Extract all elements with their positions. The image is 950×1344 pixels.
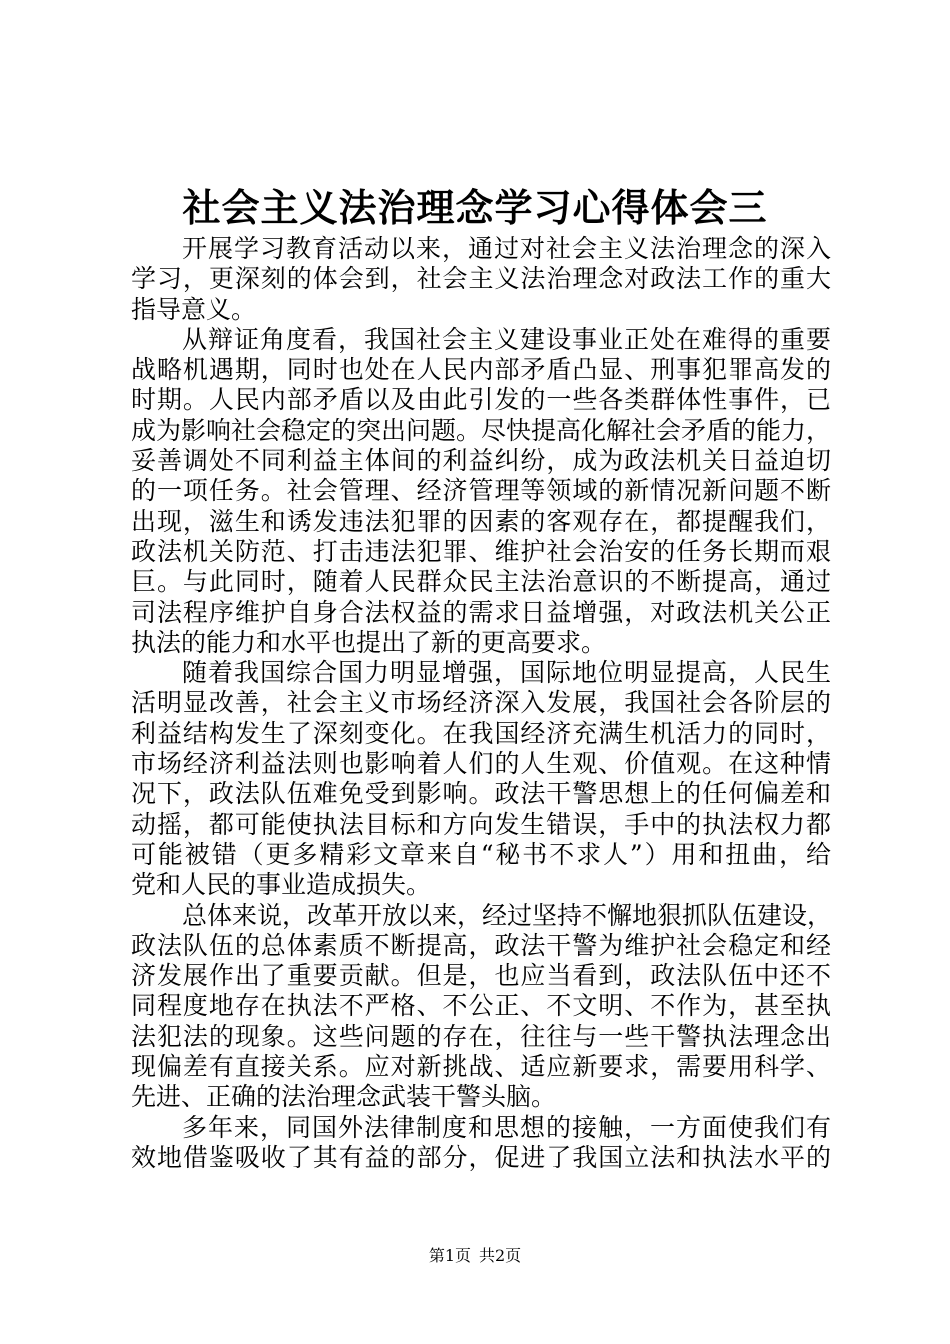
paragraph bbox=[131, 1113, 831, 1174]
text-line: 效地借鉴吸收了其有益的部分，促进了我国立法和执法水平的 bbox=[131, 1142, 831, 1172]
text-line: 可能被错（更多精彩文章来自“秘书不求人”）用和扭曲，给 bbox=[131, 839, 831, 869]
page-number: 第1页 bbox=[428, 1246, 471, 1265]
text-line: 济发展作出了重要贡献。但是，也应当看到，政法队伍中还不 bbox=[131, 961, 831, 991]
text-line: 出现，滋生和诱发违法犯罪的因素的客观存在，都提醒我们， bbox=[131, 506, 831, 536]
text-line: 同程度地存在执法不严格、不公正、不文明、不作为，甚至执 bbox=[131, 991, 831, 1021]
text-line: 战略机遇期，同时也处在人民内部矛盾凸显、刑事犯罪高发的 bbox=[131, 355, 831, 385]
paragraph bbox=[131, 658, 831, 900]
text-line: 市场经济利益法则也影响着人们的人生观、价值观。在这种情 bbox=[131, 749, 831, 779]
text-line: 总体来说，改革开放以来，经过坚持不懈地狠抓队伍建设， bbox=[182, 900, 833, 930]
text-line: 司法程序维护自身合法权益的需求日益增强，对政法机关公正 bbox=[131, 597, 831, 627]
paragraph bbox=[131, 901, 831, 1113]
text-line: 从辩证角度看，我国社会主义建设事业正处在难得的重要 bbox=[182, 324, 831, 354]
text-line: 妥善调处不同利益主体间的利益纠纷，成为政法机关日益迫切 bbox=[131, 446, 831, 476]
text-line: 的一项任务。社会管理、经济管理等领域的新情况新问题不断 bbox=[131, 476, 831, 506]
page-total: 共2页 bbox=[479, 1246, 522, 1265]
text-line: 活明显改善，社会主义市场经济深入发展，我国社会各阶层的 bbox=[131, 688, 831, 718]
page-footer bbox=[0, 1246, 950, 1266]
document-title: 社会主义法治理念学习心得体会三 bbox=[182, 185, 768, 230]
text-line: 现偏差有直接关系。应对新挑战、适应新要求，需要用科学、 bbox=[131, 1052, 831, 1082]
text-line: 先进、正确的法治理念武装干警头脑。 bbox=[131, 1082, 557, 1112]
text-line: 多年来，同国外法律制度和思想的接触，一方面使我们有 bbox=[182, 1112, 831, 1142]
text-line: 成为影响社会稳定的突出问题。尽快提高化解社会矛盾的能力， bbox=[131, 415, 832, 445]
text-line: 学习，更深刻的体会到，社会主义法治理念对政法工作的重大 bbox=[131, 264, 831, 294]
text-line: 时期。人民内部矛盾以及由此引发的一些各类群体性事件，已 bbox=[131, 385, 831, 415]
text-line: 指导意义。 bbox=[131, 294, 257, 324]
text-line: 动摇，都可能使执法目标和方向发生错误，手中的执法权力都 bbox=[131, 809, 831, 839]
text-line: 利益结构发生了深刻变化。在我国经济充满生机活力的同时， bbox=[131, 718, 831, 748]
text-line: 巨。与此同时，随着人民群众民主法治意识的不断提高，通过 bbox=[131, 567, 831, 597]
text-line: 政法队伍的总体素质不断提高，政法干警为维护社会稳定和经 bbox=[131, 930, 831, 960]
text-line: 况下，政法队伍难免受到影响。政法干警思想上的任何偏差和 bbox=[131, 779, 831, 809]
document-body bbox=[131, 234, 831, 1173]
paragraph bbox=[131, 234, 831, 325]
text-line: 随着我国综合国力明显增强，国际地位明显提高，人民生 bbox=[182, 658, 831, 688]
text-line: 法犯法的现象。这些问题的存在，往往与一些干警执法理念出 bbox=[131, 1021, 831, 1051]
paragraph bbox=[131, 325, 831, 658]
text-line: 党和人民的事业造成损失。 bbox=[131, 870, 432, 900]
text-line: 开展学习教育活动以来，通过对社会主义法治理念的深入 bbox=[182, 234, 831, 263]
text-line: 执法的能力和水平也提出了新的更高要求。 bbox=[131, 627, 607, 657]
text-line: 政法机关防范、打击违法犯罪、维护社会治安的任务长期而艰 bbox=[131, 536, 831, 566]
